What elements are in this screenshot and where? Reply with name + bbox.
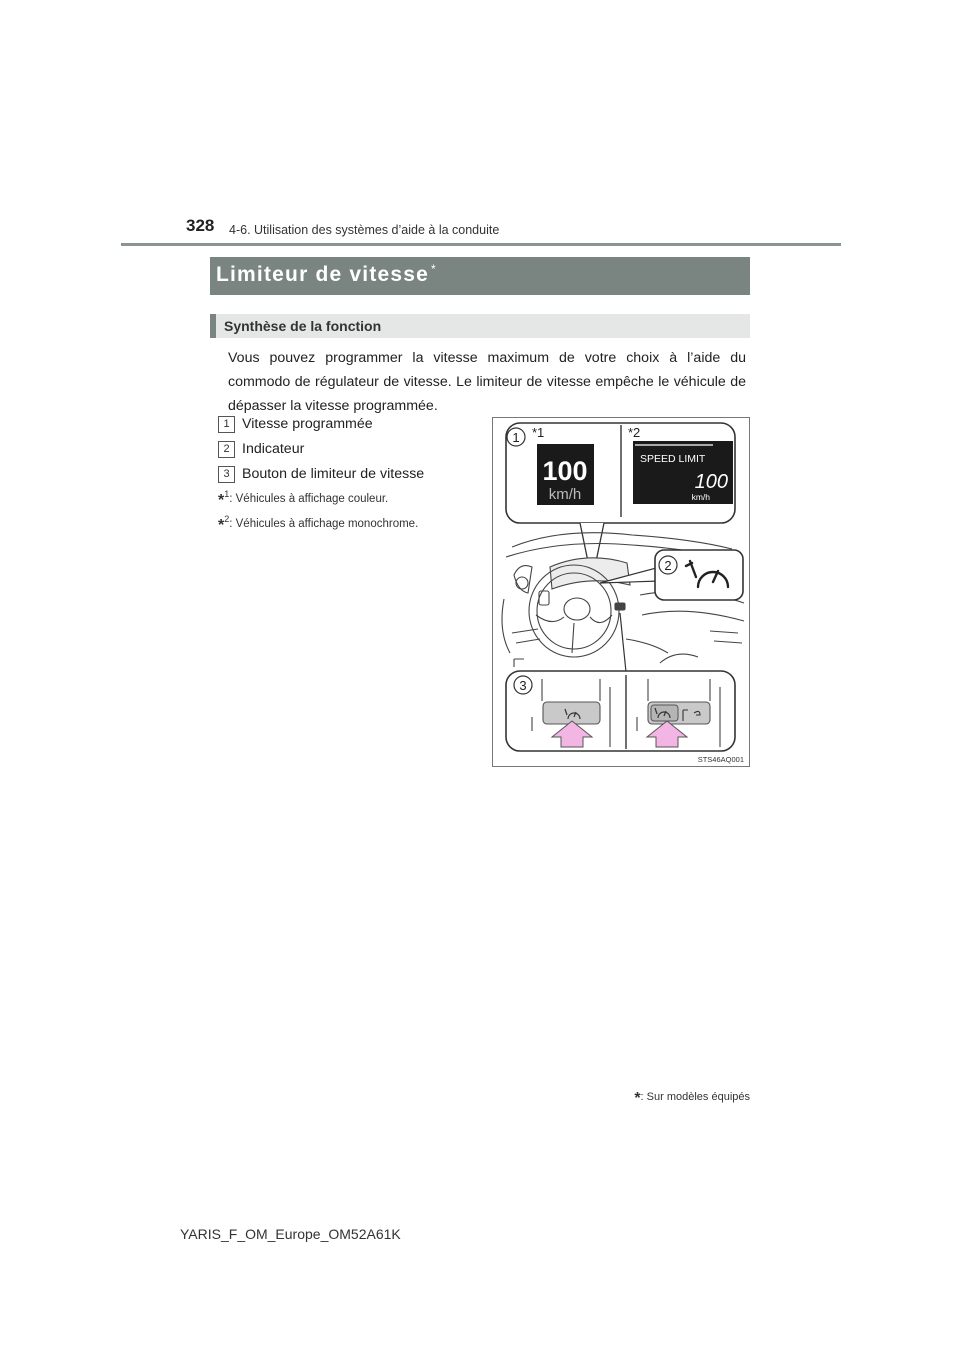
legend-label: Bouton de limiteur de vitesse xyxy=(242,466,425,482)
variant-2-label: *2 xyxy=(628,425,641,440)
document-code: YARIS_F_OM_Europe_OM52A61K xyxy=(180,1226,401,1242)
mono-display-value: 100 xyxy=(694,471,728,493)
header-rule xyxy=(121,243,841,246)
note-index: 1 xyxy=(224,489,230,500)
mono-display-unit: km/h xyxy=(691,492,710,502)
legend-number-box: 3 xyxy=(218,466,235,483)
subheading-accent xyxy=(210,314,216,338)
color-display-value: 100 xyxy=(542,456,588,486)
legend-label: Indicateur xyxy=(242,441,305,457)
note-text: : Véhicules à affichage monochrome. xyxy=(229,518,419,530)
title-asterisk: * xyxy=(431,262,437,276)
legend-number-box: 1 xyxy=(218,416,235,433)
color-display-unit: km/h xyxy=(548,486,582,503)
note-index: 2 xyxy=(224,514,230,525)
page-title-bar xyxy=(210,257,750,295)
note-asterisk: * xyxy=(218,517,225,534)
equipped-models-footnote xyxy=(634,1087,750,1105)
mono-display-label: SPEED LIMIT xyxy=(640,453,706,465)
speed-limiter-illustration xyxy=(492,417,750,767)
callout-1-label: 1 xyxy=(512,430,520,445)
page-title xyxy=(216,262,437,287)
note-mono-display xyxy=(218,514,418,532)
note-asterisk: * xyxy=(218,492,225,509)
section-title: 4-6. Utilisation des systèmes d’aide à la conduite xyxy=(229,223,500,237)
intro-paragraph: Vous pouvez programmer la vitesse maximum de votre choix à l’aide du commodo de régulateur de vitesse. Le limiteur de vitesse empêche le véhicule de dépasser la vitesse programmée. xyxy=(228,350,746,414)
legend-number-box: 2 xyxy=(218,441,235,458)
figure-code: STS46AQ001 xyxy=(697,755,744,764)
callout-2-label: 2 xyxy=(664,558,672,573)
variant-1-label: *1 xyxy=(532,425,545,440)
subheading: Synthèse de la fonction xyxy=(224,318,382,334)
footnote-text: : Sur modèles équipés xyxy=(640,1091,750,1103)
page-title-text: Limiteur de vitesse xyxy=(216,263,430,286)
legend-label: Vitesse programmée xyxy=(242,416,373,432)
speed-limiter-button-right xyxy=(651,705,678,721)
footnote-asterisk: * xyxy=(634,1090,641,1107)
subheading-bar xyxy=(210,314,750,338)
note-text: : Véhicules à affichage couleur. xyxy=(229,493,389,505)
note-color-display xyxy=(218,489,388,507)
callout-3-label: 3 xyxy=(519,678,527,693)
page-number: 328 xyxy=(186,216,215,235)
